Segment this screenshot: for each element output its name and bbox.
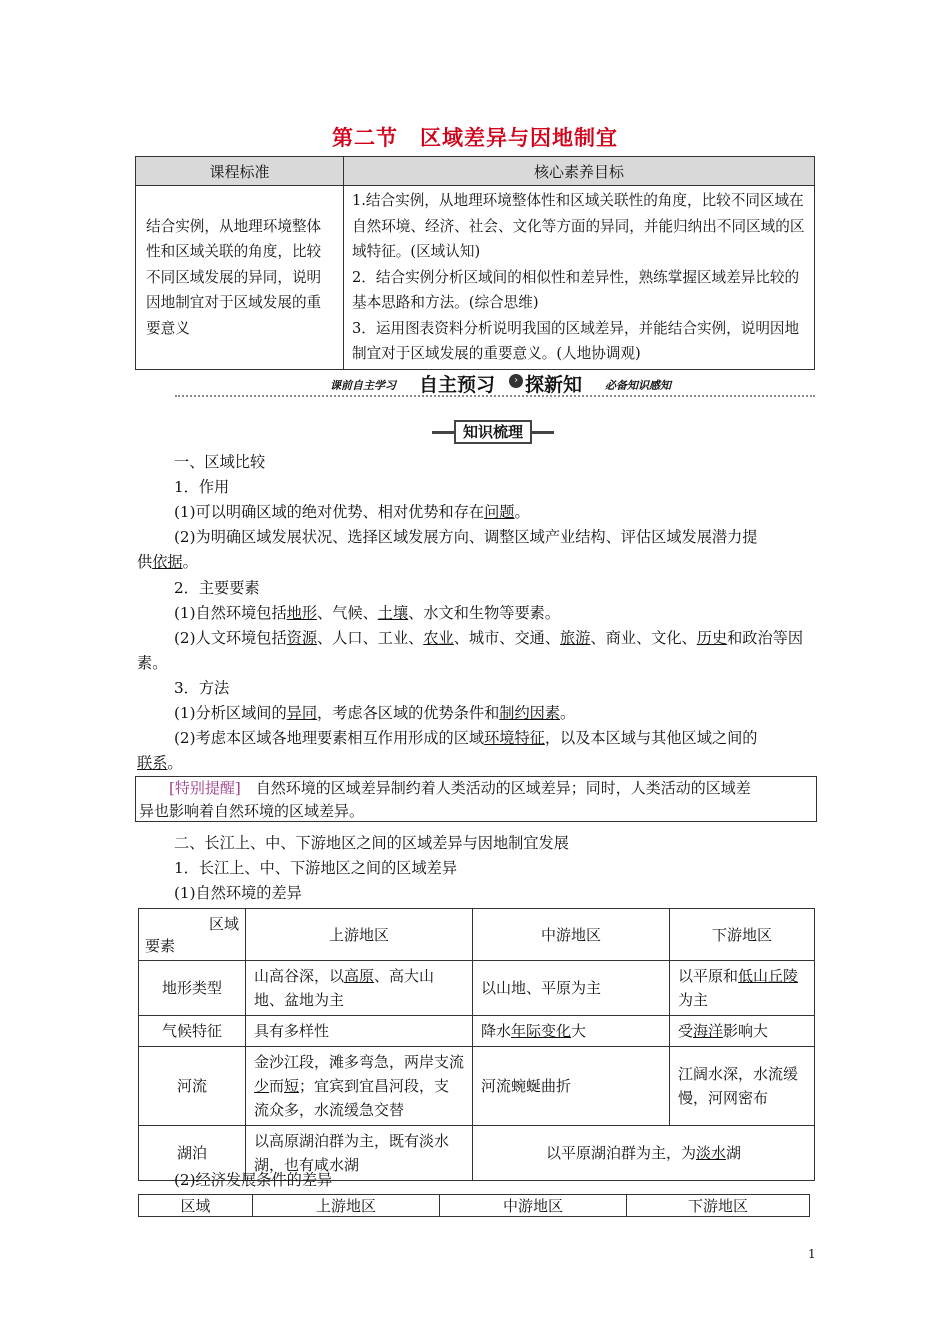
row-label: 地形类型 xyxy=(139,961,246,1016)
header-goals: 核心素养目标 xyxy=(344,157,815,186)
sec1-heading: 一、区域比较 xyxy=(174,453,266,471)
sec2-sub1: 1．长江上、中、下游地区之间的区域差异 xyxy=(174,859,458,877)
col-header: 区域 xyxy=(139,1195,253,1217)
table-cell: 以山地、平原为主 xyxy=(473,961,670,1016)
standard-text: 结合实例，从地理环境整体性和区域关联的角度，比较不同区域发展的异同，说明因地制宜对于区域发展的重要意义 xyxy=(136,186,344,370)
sec1-sub2: 2．主要要素 xyxy=(174,579,260,597)
row-label: 气候特征 xyxy=(139,1016,246,1047)
table-cell: 江阔水深，水流缓慢，河网密布 xyxy=(670,1047,815,1126)
col-header: 上游地区 xyxy=(246,909,473,961)
paragraph: (1)自然环境包括地形、气候、土壤、水文和生物等要素。 xyxy=(174,604,561,622)
section-banner xyxy=(175,368,815,400)
table-cell: 金沙江段，滩多弯急，两岸支流少而短；宜宾到宜昌河段，支流众多，水流缓急交替 xyxy=(246,1047,473,1126)
page-number: 1 xyxy=(808,1247,816,1261)
arrow-icon: › xyxy=(509,374,523,388)
col-header: 下游地区 xyxy=(670,909,815,961)
paragraph: 供依据。 xyxy=(137,553,198,571)
goal-item: 2．结合实例分析区域间的相似性和差异性，熟练掌握区域差异比较的基本思路和方法。(综合思维) xyxy=(352,268,800,311)
economy-table xyxy=(138,1194,810,1217)
banner-left-label: 课前自主学习 xyxy=(330,379,396,392)
sec2-heading: 二、长江上、中、下游地区之间的区域差异与因地制宜发展 xyxy=(174,834,569,852)
standards-table xyxy=(135,156,815,370)
table-cell: 降水年际变化大 xyxy=(473,1016,670,1047)
paragraph: (1)可以明确区域的绝对优势、相对优势和存在问题。 xyxy=(174,503,530,521)
paragraph: (2)为明确区域发展状况、选择区域发展方向、调整区域产业结构、评估区域发展潜力提 xyxy=(174,528,758,546)
paragraph: 联系。 xyxy=(137,754,183,772)
corner-cell: 区域 要素 xyxy=(139,909,246,961)
badge-bar-left xyxy=(432,431,454,434)
table-cell: 河流蜿蜒曲折 xyxy=(473,1047,670,1126)
row-label: 河流 xyxy=(139,1047,246,1126)
special-note xyxy=(135,776,817,822)
sec1-sub3: 3．方法 xyxy=(174,679,230,697)
badge-bar-right xyxy=(532,431,554,434)
table-cell: 具有多样性 xyxy=(246,1016,473,1047)
col-header: 中游地区 xyxy=(440,1195,627,1217)
table-cell: 受海洋影响大 xyxy=(670,1016,815,1047)
row-label: 湖泊 xyxy=(139,1126,246,1181)
table-cell: 以高原湖泊群为主，既有淡水湖，也有咸水湖 xyxy=(246,1126,473,1181)
col-header: 上游地区 xyxy=(253,1195,440,1217)
note-label: [特别提醒] xyxy=(169,779,241,797)
banner-main-1: 自主预习 xyxy=(419,374,496,396)
header-standard: 课程标准 xyxy=(136,157,344,186)
table-cell: 山高谷深，以高原、高大山地、盆地为主 xyxy=(246,961,473,1016)
paragraph: (2)考虑本区域各地理要素相互作用形成的区域环境特征，以及本区域与其他区域之间的 xyxy=(174,729,758,747)
paragraph: (1)分析区域间的异同，考虑各区域的优势条件和制约因素。 xyxy=(174,704,576,722)
col-header: 下游地区 xyxy=(627,1195,810,1217)
paragraph: 素。 xyxy=(137,654,168,672)
goal-item: 3．运用图表资料分析说明我国的区域差异，并能结合实例，说明因地制宜对于区域发展的重要意义。(人地协调观) xyxy=(352,319,800,362)
col-header: 中游地区 xyxy=(473,909,670,961)
note-line: 异也影响着自然环境的区域差异。 xyxy=(139,802,365,820)
banner-right-label: 必备知识感知 xyxy=(605,379,671,392)
knowledge-badge xyxy=(432,420,554,444)
paragraph: (2)人文环境包括资源、人口、工业、农业、城市、交通、旅游、商业、文化、历史和政治等因 xyxy=(174,629,804,647)
banner-main-2: 探新知 xyxy=(525,374,583,396)
badge-label: 知识梳理 xyxy=(454,420,532,444)
paragraph: (2)经济发展条件的差异 xyxy=(174,1171,333,1189)
goal-item: 1.结合实例，从地理环境整体性和区域关联性的角度，比较不同区域在自然环境、经济、社会、文化等方面的异同，并能归纳出不同区域的区域特征。(区域认知) xyxy=(352,192,805,260)
note-line: [特别提醒] 自然环境的区域差异制约着人类活动的区域差异；同时，人类活动的区域差 xyxy=(169,779,751,797)
goals-cell xyxy=(344,186,815,370)
nature-table xyxy=(138,908,815,1181)
page-title: 第二节 区域差异与因地制宜 xyxy=(332,126,618,150)
table-cell: 以平原湖泊群为主，为淡水湖 xyxy=(473,1126,815,1181)
sec1-sub1: 1．作用 xyxy=(174,478,230,496)
table-cell: 以平原和低山丘陵为主 xyxy=(670,961,815,1016)
paragraph: (1)自然环境的差异 xyxy=(174,884,302,902)
